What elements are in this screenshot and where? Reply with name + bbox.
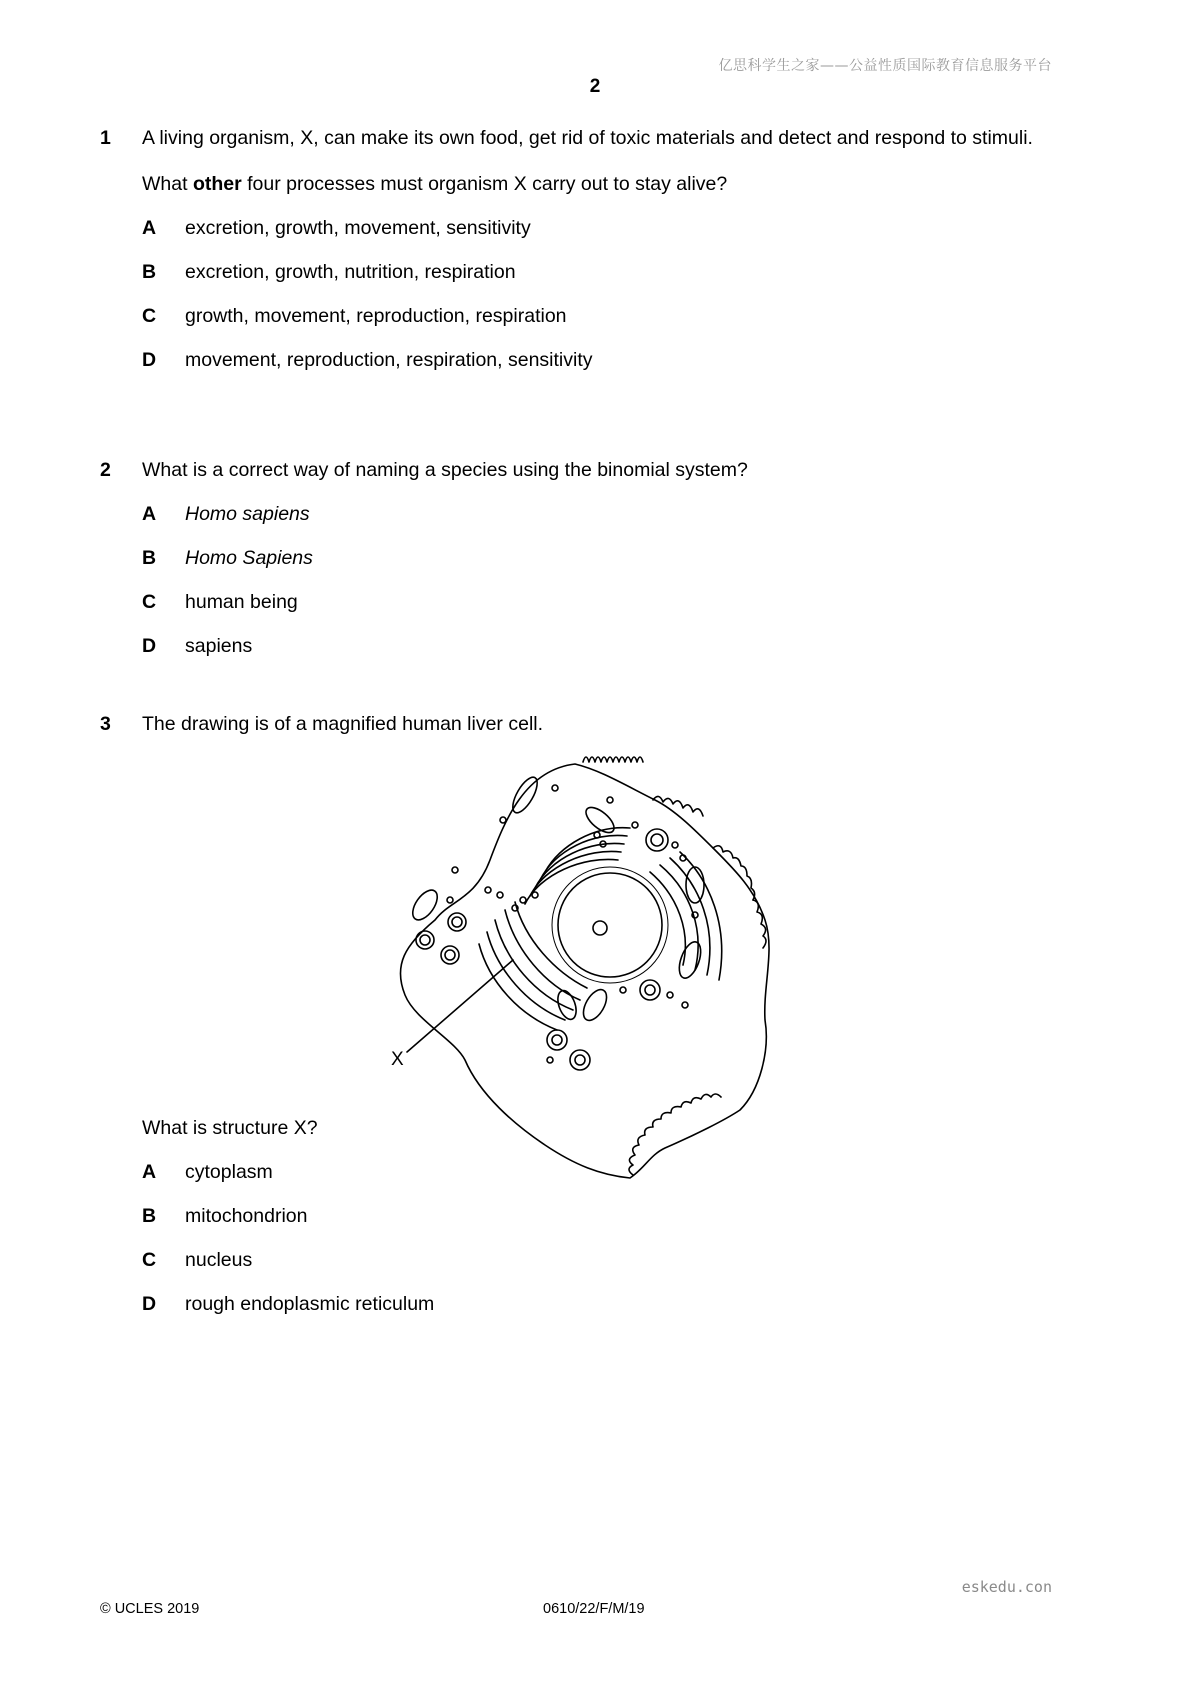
option-a[interactable]: A Homo sapiens [142,503,310,525]
page-number: 2 [589,76,601,97]
options-list [142,215,1090,373]
question-prompt: What other four processes must organism X carry out to stay alive? [142,173,728,195]
option-b[interactable]: B mitochondrion [142,1205,308,1227]
emphasis-word: other [192,173,242,195]
question-3-prompt [100,1115,1090,1317]
question-3 [100,711,1090,737]
header-watermark: 亿思科学生之家——公益性质国际教育信息服务平台 [718,58,1052,74]
question-1 [100,125,1090,373]
nucleolus [593,921,607,935]
question-number: 3 [100,713,111,735]
option-a[interactable]: A excretion, growth, movement, sensitivity [142,217,531,239]
paper-code: 0610/22/F/M/19 [543,1601,645,1617]
options-list [142,1159,1090,1317]
question-number: 2 [100,459,111,481]
option-c[interactable]: C human being [142,591,298,613]
question-prompt: What is structure X? [142,1117,318,1139]
question-number: 1 [100,127,111,149]
figure-label-x: X [391,1049,404,1070]
label-line [407,960,513,1052]
footer-watermark: eskedu.con [961,1578,1052,1596]
copyright: © UCLES 2019 [100,1601,200,1617]
question-text: A living organism, X, can make its own food, get rid of toxic materials and detect and respond to stimuli. [142,127,1033,149]
option-c[interactable]: C growth, movement, reproduction, respiration [142,305,567,327]
option-c[interactable]: C nucleus [142,1249,253,1271]
question-2 [100,457,1090,659]
option-d[interactable]: D sapiens [142,635,253,657]
option-d[interactable]: D rough endoplasmic reticulum [142,1293,435,1315]
nucleus [558,873,662,977]
option-d[interactable]: D movement, reproduction, respiration, sensitivity [142,349,593,371]
option-b[interactable]: B excretion, growth, nutrition, respiration [142,261,516,283]
options-list [142,501,1090,659]
option-a[interactable]: A cytoplasm [142,1161,273,1183]
question-text: The drawing is of a magnified human liver cell. [142,713,544,735]
option-b[interactable]: B Homo Sapiens [142,547,313,569]
question-text: What is a correct way of naming a species using the binomial system? [142,459,748,481]
